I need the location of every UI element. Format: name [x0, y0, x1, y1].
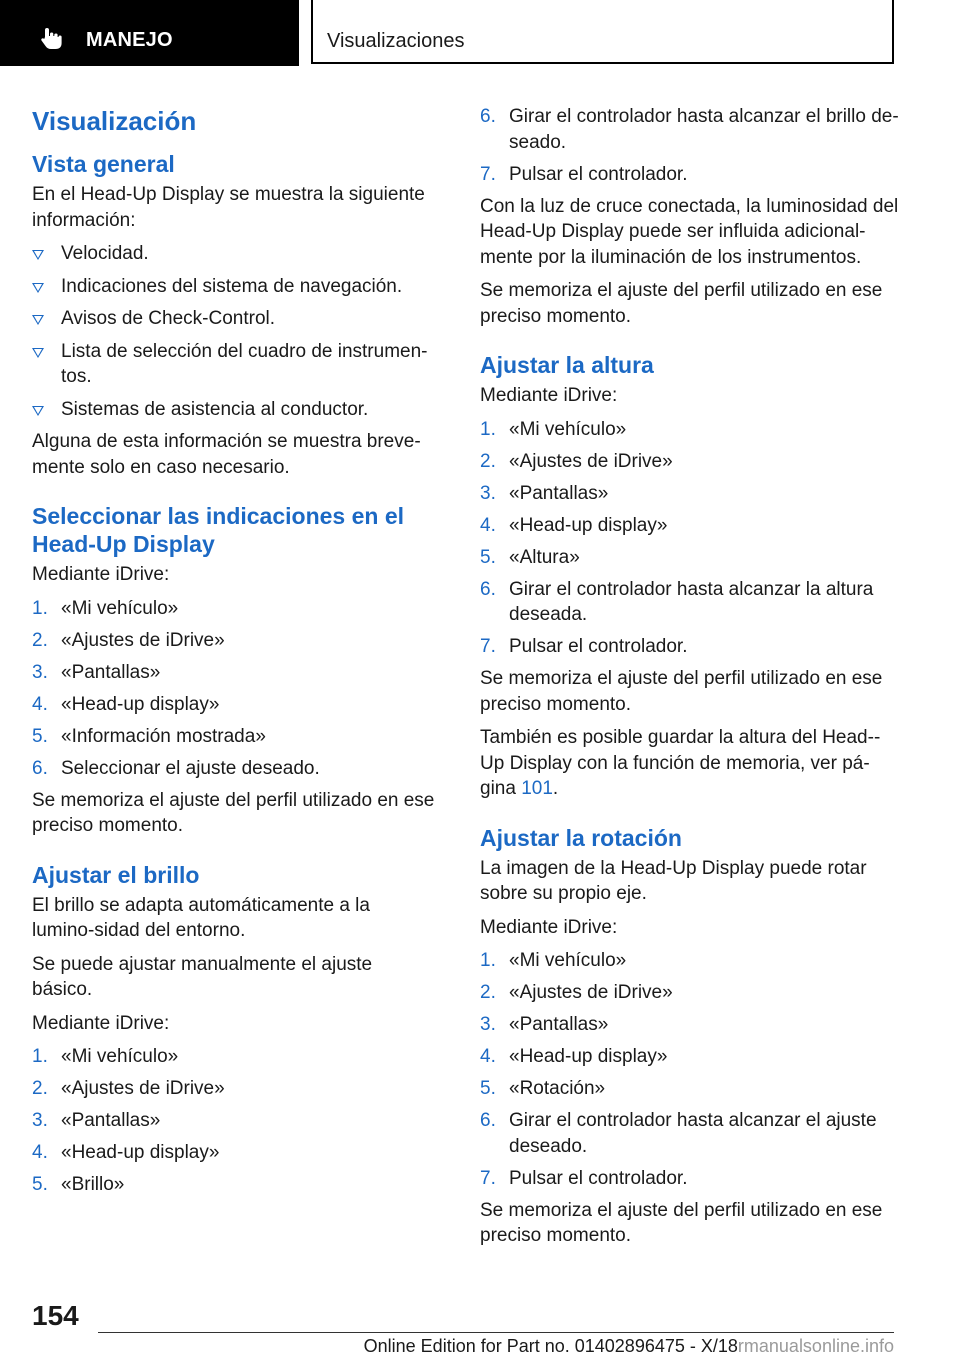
- heading-brightness: Ajustar el brillo: [32, 861, 200, 888]
- right-column: [480, 104, 900, 1257]
- heading-overview: Vista general: [32, 151, 175, 177]
- list-item: 5. «Rotación»: [480, 1078, 606, 1099]
- list-item: Indicaciones del sistema de navegación.: [32, 274, 436, 300]
- overview-intro: En el Head-Up Display se muestra la siguiente información:: [32, 184, 425, 231]
- chapter-label: Visualizaciones: [327, 30, 465, 52]
- brightness-steps: [32, 1044, 436, 1198]
- list-item: 7. Pulsar el controlador.: [480, 163, 688, 185]
- heading-rotation: Ajustar la rotación: [480, 824, 682, 851]
- page-title: Visualización: [32, 106, 197, 136]
- list-item: 1. «Mi vehículo»: [480, 950, 627, 971]
- rotation-note: Se memoriza el ajuste del perfil utilizado en ese preciso momento.: [480, 1199, 883, 1246]
- brightness-p2: Se puede ajustar manualmente el ajuste básico.: [32, 953, 373, 1000]
- list-item: Lista de selección del cuadro de instrumen-tos.: [32, 339, 436, 390]
- list-item: 5. «Información mostrada»: [32, 725, 266, 747]
- list-item: 2. «Ajustes de iDrive»: [32, 629, 225, 651]
- chapter-tab: [311, 0, 894, 64]
- list-item: 1. «Mi vehículo»: [32, 597, 179, 619]
- height-steps: [480, 417, 900, 660]
- brightness-steps-cont: [480, 104, 900, 187]
- list-item: 6. Seleccionar el ajuste deseado.: [32, 757, 320, 779]
- list-item: 2. «Ajustes de iDrive»: [32, 1078, 225, 1099]
- height-p1: Se memoriza el ajuste del perfil utilizado en ese preciso momento.: [480, 668, 883, 715]
- list-item: Velocidad.: [32, 241, 436, 267]
- height-p2: También es posible guardar la altura del Head--Up Display con la función de memoria, ver pá-gina 101.: [480, 727, 881, 799]
- list-item: Avisos de Check-Control.: [32, 306, 436, 332]
- list-item: 1. «Mi vehículo»: [480, 418, 627, 440]
- triangle-bullet-icon: [32, 283, 44, 293]
- brightness-intro: Mediante iDrive:: [32, 1012, 170, 1034]
- brightness-p1: El brillo se adapta automáticamente a la lumino-sidad del entorno.: [32, 894, 370, 941]
- hand-icon: [38, 24, 66, 52]
- brightness-cont-p1: Con la luz de cruce conectada, la luminosidad del Head-Up Display puede ser influida adicional-mente por la iluminación de los instrumentos.: [480, 195, 899, 268]
- rotation-p1: La imagen de la Head-Up Display puede rotar sobre su propio eje.: [480, 857, 867, 904]
- section-label: MANEJO: [86, 29, 173, 51]
- list-item: 3. «Pantallas»: [480, 482, 609, 504]
- list-item: 6. Girar el controlador hasta alcanzar el brillo de-seado.: [480, 106, 899, 153]
- list-item: 3. «Pantallas»: [32, 1110, 161, 1131]
- triangle-bullet-icon: [32, 348, 44, 358]
- list-item: 1. «Mi vehículo»: [32, 1046, 179, 1067]
- list-item: 4. «Head-up display»: [32, 693, 220, 715]
- list-item: 4. «Head-up display»: [480, 1046, 668, 1067]
- list-item: 5. «Altura»: [480, 546, 580, 568]
- list-item: 5. «Brillo»: [32, 1174, 125, 1195]
- heading-height: Ajustar la altura: [480, 352, 654, 378]
- select-steps: [32, 596, 436, 782]
- rotation-steps: [480, 948, 900, 1191]
- height-intro: Mediante iDrive:: [480, 385, 618, 406]
- list-item: Sistemas de asistencia al conductor.: [32, 397, 436, 423]
- select-note: Se memoriza el ajuste del perfil utilizado en ese preciso momento.: [32, 789, 435, 836]
- list-item: 3. «Pantallas»: [32, 661, 161, 683]
- footer-divider: [98, 1332, 894, 1333]
- triangle-bullet-icon: [32, 250, 44, 260]
- list-item: 3. «Pantallas»: [480, 1014, 609, 1035]
- left-column: [32, 96, 436, 1204]
- page-link[interactable]: 101: [521, 778, 553, 799]
- brightness-cont-p2: Se memoriza el ajuste del perfil utilizado en ese preciso momento.: [480, 280, 883, 327]
- overview-note: Alguna de esta información se muestra breve-mente solo en caso necesario.: [32, 431, 421, 478]
- list-item: 4. «Head-up display»: [480, 514, 668, 536]
- rotation-intro: Mediante iDrive:: [480, 916, 618, 938]
- heading-select: Seleccionar las indicaciones en el Head-Up Display: [32, 503, 405, 557]
- list-item: 7. Pulsar el controlador.: [480, 636, 688, 657]
- triangle-bullet-icon: [32, 315, 44, 325]
- triangle-bullet-icon: [32, 406, 44, 416]
- list-item: 6. Girar el controlador hasta alcanzar el ajuste deseado.: [480, 1110, 877, 1157]
- list-item: 7. Pulsar el controlador.: [480, 1167, 688, 1189]
- list-item: 4. «Head-up display»: [32, 1142, 220, 1163]
- footer-edition: Online Edition for Part no. 01402896475 - X/18rmanualsonline.info: [363, 1336, 894, 1356]
- overview-bullet-list: [32, 241, 436, 422]
- list-item: 6. Girar el controlador hasta alcanzar la altura deseada.: [480, 578, 874, 625]
- watermark: rmanualsonline.info: [737, 1336, 894, 1356]
- section-tab: [0, 0, 299, 66]
- page-number: 154: [32, 1300, 79, 1331]
- list-item: 2. «Ajustes de iDrive»: [480, 450, 673, 472]
- list-item: 2. «Ajustes de iDrive»: [480, 982, 673, 1003]
- select-intro: Mediante iDrive:: [32, 564, 170, 585]
